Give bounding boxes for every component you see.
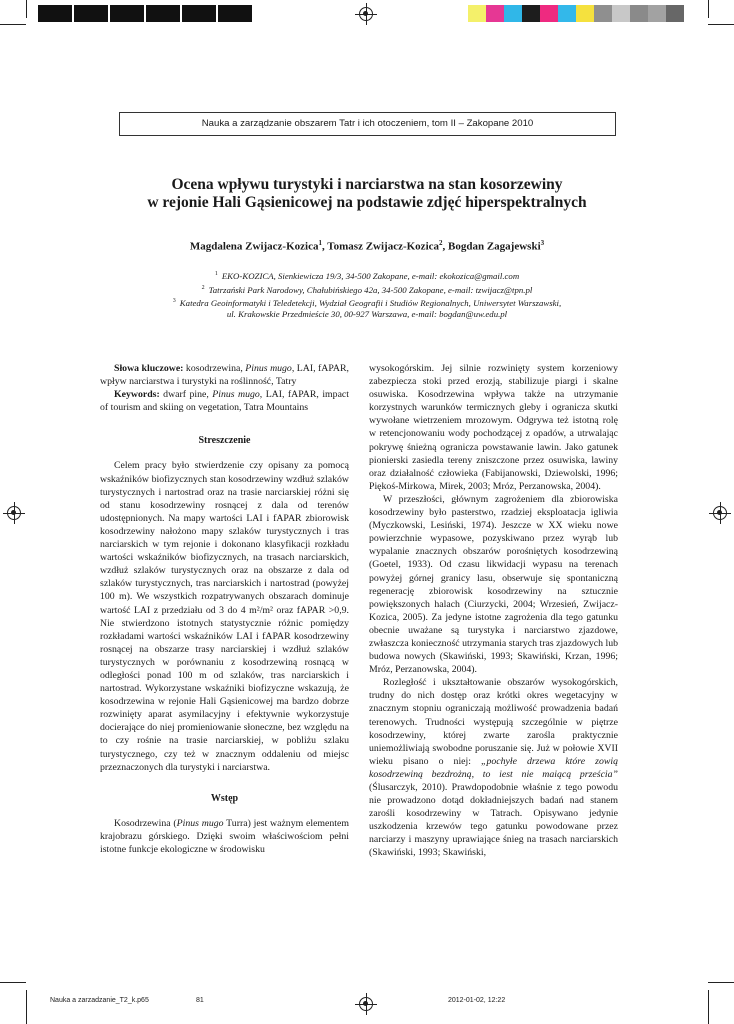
left-column: [100, 362, 349, 856]
crop-mark: [0, 24, 26, 25]
registration-mark-icon: [359, 7, 373, 21]
color-swatch: [522, 5, 540, 22]
body-paragraph: W przeszłości, głównym zagrożeniem dla zbiorowiska kosodrzewiny było pasterstwo, rzadziej eksploatacja igliwia (Myczkowski, Lesiński, 1974). Jeszcze w XX wieku nowe powierzchnie wypasowe, pozyskiwano przez wyrąb lub wypalanie znacznych obszarów porośniętych kosodrzewiną (Goetel, 1933). Od czasu likwidacji wypasu na terenach powyżej górnej granicy lasu, obserwuje się spontaniczną regenerację zbiorowisk kosodrzewiny na sztucznie powiększonych halach (Ciurzycki, 2004; Wrzesień, Zwijacz-Kozica, 2005). Za jedyne istotne zagrożenia dla tego gatunku obecnie uważane są turystyka i narciarstwo zjazdowe, zwłaszcza konieczność utrzymania starych tras zjazdowych lub budowa nowych (Skawiński, 1993; Skawiński, Krzan, 1996; Mróz, Perzanowska, 2004).: [369, 493, 618, 676]
abstract-heading: Streszczenie: [198, 435, 251, 447]
keywords-pl: [100, 362, 349, 388]
author-sup: 3: [540, 239, 545, 247]
intro-text: Turra) jest ważnym elementem krajobrazu górskiego. Dzięki swoim właściwościom pełni istotne funkcje ekologiczne w środowisku: [100, 817, 349, 855]
color-swatch: [666, 5, 684, 22]
crop-mark: [0, 982, 26, 983]
keywords-species: Pinus mugo: [245, 363, 292, 374]
footer-file-name: Nauka a zarzadzanie_T2_k.p65: [50, 997, 149, 1004]
keywords-label: Keywords:: [114, 389, 160, 401]
footer-date: 2012-01-02, 12:22: [448, 997, 506, 1004]
author-separator: ,: [321, 240, 328, 253]
crop-mark: [26, 990, 27, 1024]
color-swatch: [576, 5, 594, 22]
affiliation-text: EKO-KOZICA, Sienkiewicza 19/3, 34-500 Zakopane, e-mail: ekokozica@gmail.com: [221, 270, 520, 281]
author-list: [60, 239, 674, 253]
author-sup: 2: [439, 239, 443, 247]
color-swatch: [558, 5, 576, 22]
author-name: Magdalena Zwijacz-Kozica: [189, 240, 319, 253]
color-swatch: [594, 5, 612, 22]
crop-mark: [708, 24, 734, 25]
color-swatch: [38, 5, 72, 22]
body-text: (Ślusarczyk, 2010). Prawdopodobnie właśnie z tego powodu nie prowadzono dotąd dokładniejszych badań nad stanem zarośli kosodrzewiny w Tatrach. Opisywano jedynie uszkodzenia krzewów tego gatunku powodowane przez narciarzy i maszyny uprawiające śnieg na trasach narciarskich (Skawiński, 1993; Skawiński,: [369, 782, 618, 859]
body-paragraph: [369, 676, 618, 859]
color-swatch: [74, 5, 108, 22]
author-sup: 1: [318, 239, 322, 247]
affiliation-text: Tatrzański Park Narodowy, Chałubińskiego 42a, 34-500 Zakopane, e-mail: tzwijacz@tpn.pl: [208, 284, 533, 295]
keywords-label: Słowa kluczowe:: [114, 363, 184, 374]
color-swatch: [468, 5, 486, 22]
color-swatch: [486, 5, 504, 22]
crop-mark: [708, 982, 734, 983]
registration-mark-icon: [713, 506, 727, 520]
color-swatch: [612, 5, 630, 22]
crop-mark: [708, 0, 709, 18]
intro-paragraph: [100, 817, 349, 856]
paper-title-line-1: Ocena wpływu turystyki i narciarstwa na stan kosorzewiny: [171, 176, 563, 193]
affiliation-text: Katedra Geoinformatyki i Teledetekcji, Wydział Geografii i Studiów Regionalnych, Uniwersytet Warszawski,: [179, 297, 562, 308]
color-swatch: [182, 5, 216, 22]
footer-page-number: 81: [196, 997, 204, 1004]
body-text: Rozległość i ukształtowanie obszarów wysokogórskich, trudny do nich dostęp oraz krótki okres wegetacyjny w znacznym stopniu ograniczają możliwość prowadzenia badań terenowych. Trudności występują szczególnie w piętrze kosodrzewiny, której zwarte zarośla praktycznie uniemożliwiają swobodne poruszanie się. Już w połowie XVII wieku pisano o niej:: [369, 677, 618, 767]
affiliation-text: ul. Krakowskie Przedmieście 30, 00-927 Warszawa, e-mail: bogdan@uw.edu.pl: [226, 309, 508, 319]
intro-heading: Wstęp: [210, 792, 239, 804]
intro-species: Pinus mugo: [176, 817, 224, 829]
color-swatch: [648, 5, 666, 22]
keywords-species: Pinus mugo: [212, 389, 260, 401]
color-swatch: [630, 5, 648, 22]
body-quote: „pochyłe drzewa które zowią kosodrzewiną bezdrożną, to iest nie maiącą prześcia”: [369, 755, 618, 780]
affiliation-number: 3: [172, 298, 176, 304]
keywords-text: , LAI, fAPAR, impact of tourism and skiing on vegetation, Tatra Mountains: [100, 389, 349, 414]
color-swatch: [540, 5, 558, 22]
crop-mark: [708, 990, 709, 1024]
author-name: Tomasz Zwijacz-Kozica: [327, 240, 440, 253]
body-paragraph: wysokogórskim. Jej silnie rozwinięty system korzeniowy zabezpiecza stoki przed erozją, stabilizuje piargi i skalne osuwiska. Kosodrzewina wpływa także na utrzymanie korzystnych warunków termicznych gleby i ogranicza skutki wywołane wietrzeniem mrozowym. Odgrywa też istotną rolę w retencjonowaniu wody pochodzącej z opadów, a utrwalając pokrywę śnieżną ogranicza powstawanie lawin. Jako gatunek pionierski zasiedla tereny zniszczone przez osuwiska, lawiny oraz działalność człowieka (Fabijanowski, Dziewolski, 1996; Piękoś-Mirkowa, Mirek, 2003; Mróz, Perzanowska, 2004).: [369, 363, 618, 492]
intro-text: Kosodrzewina (: [114, 817, 177, 829]
color-bar-left: [38, 5, 254, 22]
color-swatch: [218, 5, 252, 22]
right-column: [369, 362, 618, 860]
keywords-text: dwarf pine,: [159, 389, 213, 401]
affiliation-number: 2: [201, 285, 205, 291]
registration-mark-icon: [359, 997, 373, 1011]
abstract-text: Celem pracy było stwierdzenie czy opisany za pomocą wskaźników biofizycznych stan kosodrzewiny wzdłuż szlaków turystycznych i nartostrad oraz na trasie narciarskiej różni się od stanu kosodrzewiny rosnącej z dala od terenów udostępnionych. Na mapy wartości LAI i fAPAR zbiorowisk kosodrzewiny nałożono mapy szlaków turystycznych i tras narciarskich w tym rejonie i dokonano klasyfikacji rozkładu wartości wskaźników biofizycznych, na trasach narciarskich, wzdłuż szlaków turystycznych oraz na obszarze z dala od szlaków turystycznych, tras narciarskich i nartostrad (powyżej 100 m). We wszystkich rozpatrywanych obszarach dominuje wartość LAI z przedziału od 3 do 4 m²/m² oraz fAPAR >0,9. Nie stwierdzono istotnych statystycznie różnic pomiędzy rozkładami wartości wskaźników LAI i fAPAR kosodrzewiny rosnącej na obszarze trasy narciarskiej i wzdłuż szlaków turystycznych w porównaniu z kosodrzewiną rosnącą w odległości ponad 100 m od szlaków, tras narciarskich i nartostrad. Wykorzystane wskaźniki biofizyczne wskazują, że kosodrzewina w rejonie Hali Gąsienicowej ma bardzo dobrze rozwinięty aparat asymilacyjny i efektywnie wykorzystuje docierające do niej promieniowanie słoneczne, bez względu na to czy rośnie na trasie narciarskiej, w pobliżu szlaku turystycznego, czy też w znacznym oddaleniu od miejsc przeznaczonych dla turystyki i narciarstwa.: [100, 460, 349, 773]
affiliation: [60, 268, 674, 283]
paper-title-line-2: w rejonie Hali Gąsienicowej na podstawie zdjęć hiperspektralnych: [147, 194, 587, 211]
crop-mark: [26, 0, 27, 18]
color-bar-right: [468, 5, 684, 22]
affiliation: [60, 308, 674, 321]
affiliation-number: 1: [214, 271, 218, 277]
color-swatch: [146, 5, 180, 22]
running-header: Nauka a zarządzanie obszarem Tatr i ich otoczeniem, tom II – Zakopane 2010: [119, 112, 616, 136]
color-swatch: [110, 5, 144, 22]
keywords-en: [100, 388, 349, 414]
keywords-text: , LAI, fAPAR, wpływ narciarstwa i turystyki na roślinność, Tatry: [100, 363, 349, 388]
color-swatch: [504, 5, 522, 22]
author-separator: ,: [442, 240, 449, 253]
keywords-text: kosodrzewina,: [183, 363, 246, 374]
author-name: Bogdan Zagajewski: [448, 240, 541, 253]
registration-mark-icon: [7, 506, 21, 520]
